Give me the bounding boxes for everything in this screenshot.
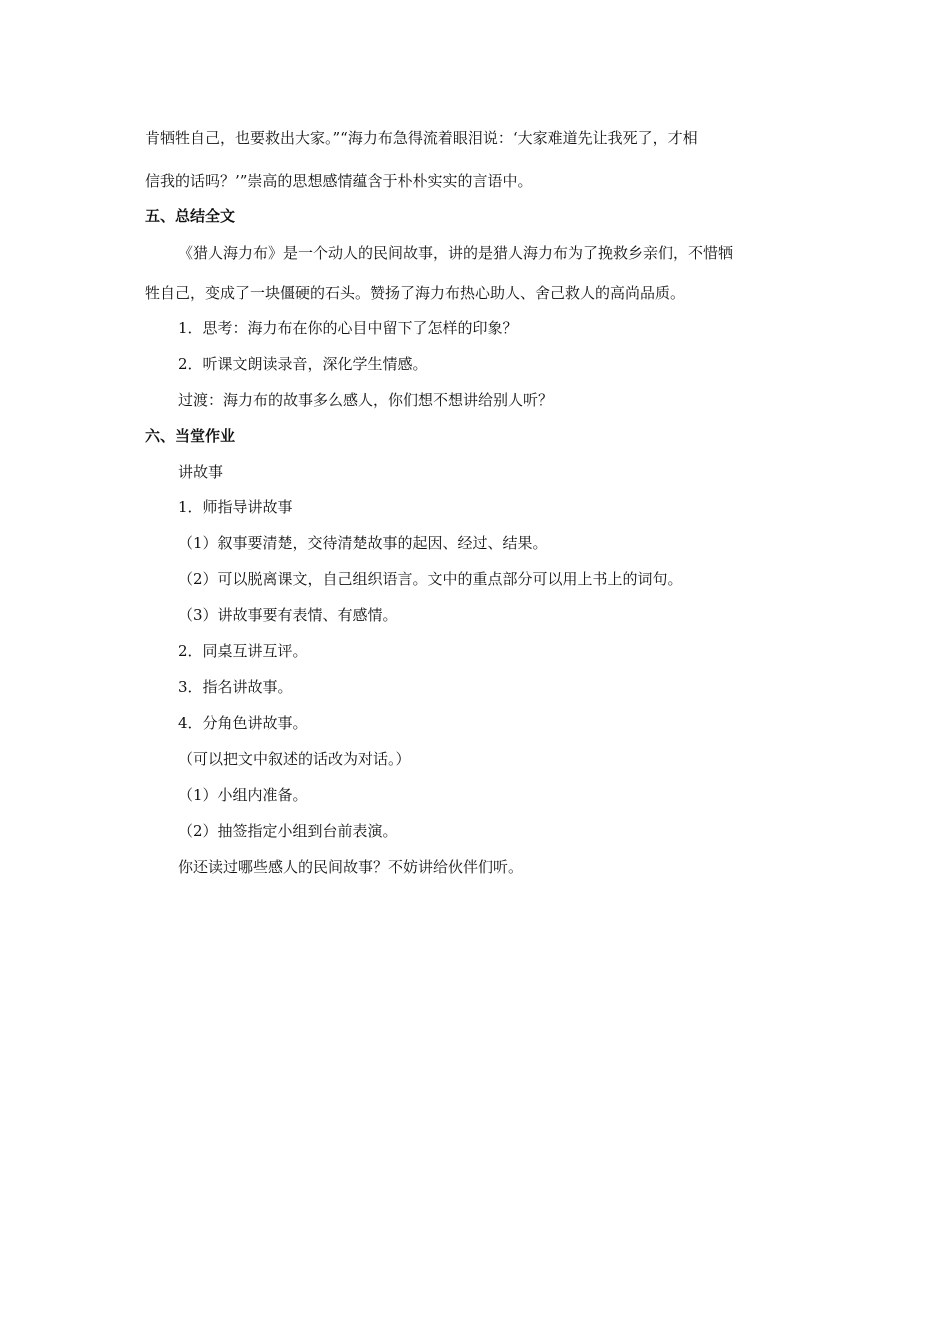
paragraph-line: 信我的话吗？’”崇高的思想感情蕴含于朴朴实实的言语中。 [145,172,533,190]
section-heading-homework: 六、当堂作业 [145,427,236,445]
paragraph-line: 《猎人海力布》是一个动人的民间故事，讲的是猎人海力布为了挽救乡亲们，不惜牺 [178,244,734,262]
list-item: 4．分角色讲故事。 [178,714,308,732]
paragraph-line: 牲自己，变成了一块僵硬的石头。赞扬了海力布热心助人、舍己救人的高尚品质。 [145,284,686,302]
note-text: （可以把文中叙述的话改为对话。） [178,750,411,768]
sub-item: （1）小组内准备。 [178,786,308,804]
section-heading-summary: 五、总结全文 [145,207,236,225]
list-item: 1．思考：海力布在你的心目中留下了怎样的印象？ [178,319,518,337]
list-item: 2．听课文朗读录音，深化学生情感。 [178,355,428,373]
list-item: 2．同桌互讲互评。 [178,642,308,660]
sub-item: （1）叙事要清楚，交待清楚故事的起因、经过、结果。 [178,534,548,552]
closing-text: 你还读过哪些感人的民间故事？不妨讲给伙伴们听。 [178,858,524,876]
sub-item: （2）抽签指定小组到台前表演。 [178,822,398,840]
list-item: 1．师指导讲故事 [178,498,293,516]
transition-text: 过渡：海力布的故事多么感人，你们想不想讲给别人听？ [178,391,554,409]
sub-item: （2）可以脱离课文，自己组织语言。文中的重点部分可以用上书上的词句。 [178,570,683,588]
sub-item: （3）讲故事要有表情、有感情。 [178,606,398,624]
subheading-text: 讲故事 [178,463,224,481]
paragraph-line: 肯牺牲自己，也要救出大家。”“海力布急得流着眼泪说：‘大家难道先让我死了，才相 [145,129,698,147]
list-item: 3．指名讲故事。 [178,678,293,696]
